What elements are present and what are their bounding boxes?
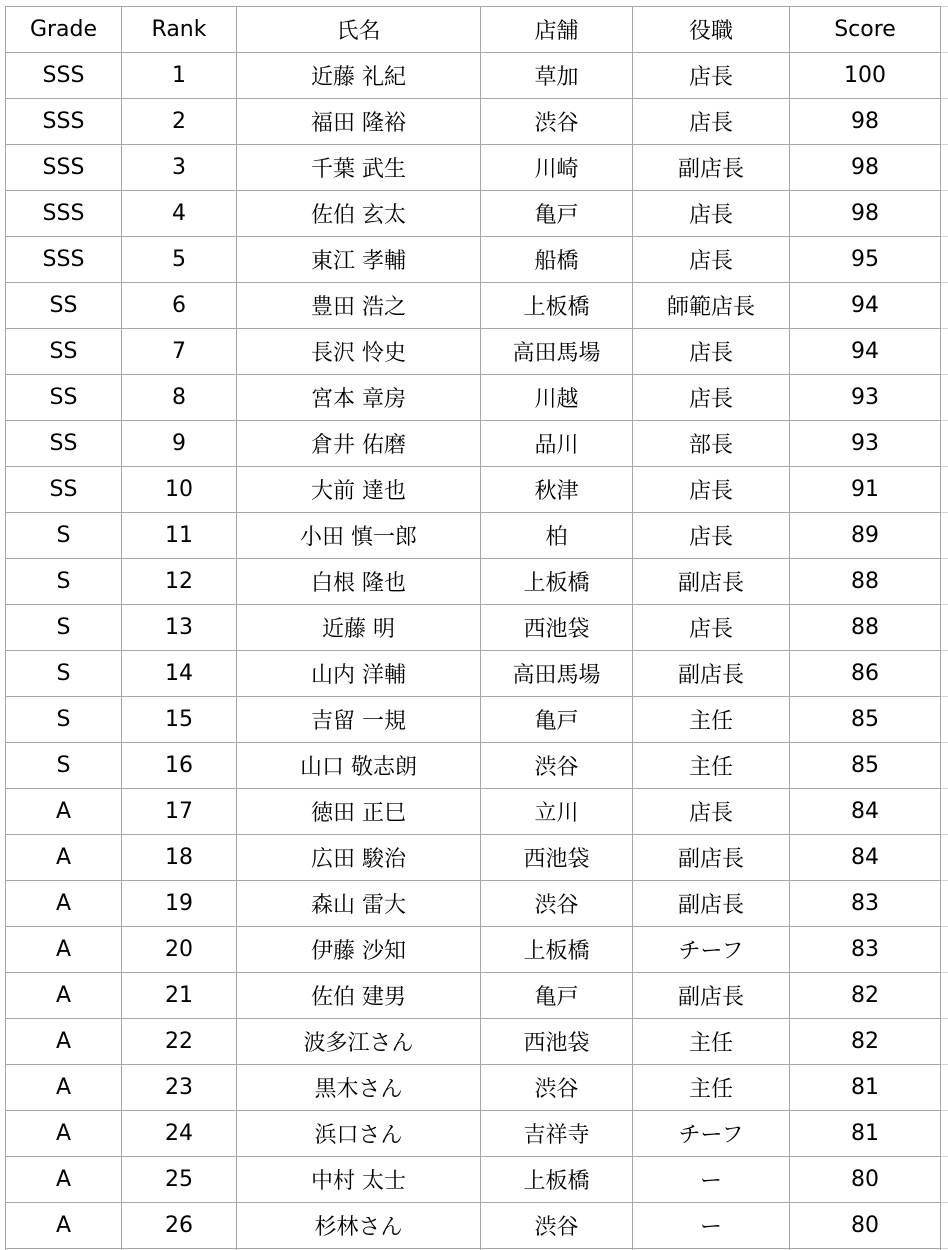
table-row (6, 53, 948, 99)
cell-rank[interactable]: 7 (122, 329, 237, 375)
empty-cell[interactable] (941, 191, 948, 237)
cell-rank[interactable]: 15 (122, 697, 237, 743)
cell-name[interactable]: 黒木さん (237, 1065, 481, 1111)
table-row (6, 1019, 948, 1065)
cell-rank[interactable]: 3 (122, 145, 237, 191)
cell-score[interactable]: 83 (790, 927, 941, 973)
empty-cell[interactable] (941, 7, 948, 53)
cell-grade[interactable]: SS (6, 467, 122, 513)
table-body (6, 53, 948, 1250)
cell-name[interactable]: 森山 雷大 (237, 881, 481, 927)
cell-role[interactable]: 店長 (633, 513, 790, 559)
cell-grade[interactable]: S (6, 513, 122, 559)
cell-name[interactable]: 近藤 明 (237, 605, 481, 651)
cell-name[interactable]: 近藤 礼紀 (237, 53, 481, 99)
cell-grade[interactable]: A (6, 881, 122, 927)
cell-rank[interactable]: 10 (122, 467, 237, 513)
cell-name[interactable]: 山内 洋輔 (237, 651, 481, 697)
table-row (6, 1203, 948, 1249)
table-row (6, 559, 948, 605)
empty-cell[interactable] (941, 835, 948, 881)
cell-grade[interactable]: A (6, 789, 122, 835)
cell-rank[interactable]: 1 (122, 53, 237, 99)
header-shop[interactable]: 店舗 (481, 7, 633, 53)
header-name[interactable]: 氏名 (237, 7, 481, 53)
cell-role[interactable]: 師範店長 (633, 283, 790, 329)
header-grade[interactable]: Grade (6, 7, 122, 53)
cell-score[interactable]: 100 (790, 53, 941, 99)
cell-score[interactable]: 82 (790, 1019, 941, 1065)
cell-shop[interactable]: 上板橋 (481, 559, 633, 605)
table-row (6, 99, 948, 145)
empty-cell[interactable] (941, 99, 948, 145)
cell-role[interactable]: 主任 (633, 1019, 790, 1065)
empty-cell[interactable] (941, 145, 948, 191)
table-row (6, 237, 948, 283)
cell-rank[interactable]: 18 (122, 835, 237, 881)
table-row (6, 1157, 948, 1203)
cell-grade[interactable]: A (6, 1111, 122, 1157)
cell-name[interactable]: 小田 慎一郎 (237, 513, 481, 559)
cell-grade[interactable]: S (6, 605, 122, 651)
cell-shop[interactable]: 渋谷 (481, 1065, 633, 1111)
cell-name[interactable]: 広田 駿治 (237, 835, 481, 881)
cell-rank[interactable]: 6 (122, 283, 237, 329)
cell-score[interactable]: 98 (790, 99, 941, 145)
cell-role[interactable]: 店長 (633, 191, 790, 237)
cell-rank[interactable]: 26 (122, 1203, 237, 1249)
empty-cell[interactable] (941, 53, 948, 99)
cell-shop[interactable]: 高田馬場 (481, 651, 633, 697)
cell-role[interactable]: 店長 (633, 605, 790, 651)
empty-cell[interactable] (941, 973, 948, 1019)
cell-score[interactable]: 85 (790, 697, 941, 743)
cell-name[interactable]: 佐伯 建男 (237, 973, 481, 1019)
empty-cell[interactable] (941, 789, 948, 835)
table-row (6, 375, 948, 421)
cell-role[interactable]: 店長 (633, 329, 790, 375)
cell-grade[interactable]: A (6, 973, 122, 1019)
table-row (6, 329, 948, 375)
cell-role[interactable]: 店長 (633, 53, 790, 99)
cell-grade[interactable]: SS (6, 375, 122, 421)
table-row (6, 191, 948, 237)
cell-grade[interactable]: SSS (6, 237, 122, 283)
empty-cell[interactable] (941, 1019, 948, 1065)
cell-score[interactable]: 81 (790, 1065, 941, 1111)
cell-rank[interactable]: 22 (122, 1019, 237, 1065)
ranking-table (5, 6, 948, 1250)
empty-cell[interactable] (941, 1065, 948, 1111)
cell-shop[interactable]: 亀戸 (481, 191, 633, 237)
cell-role[interactable]: ー (633, 1157, 790, 1203)
cell-rank[interactable]: 20 (122, 927, 237, 973)
table-row (6, 835, 948, 881)
table-row (6, 467, 948, 513)
table-row (6, 513, 948, 559)
cell-score[interactable]: 95 (790, 237, 941, 283)
cell-shop[interactable]: 渋谷 (481, 743, 633, 789)
cell-role[interactable]: 店長 (633, 375, 790, 421)
cell-name[interactable]: 山口 敬志朗 (237, 743, 481, 789)
table-row (6, 1111, 948, 1157)
cell-name[interactable]: 大前 達也 (237, 467, 481, 513)
cell-shop[interactable]: 上板橋 (481, 927, 633, 973)
cell-score[interactable]: 98 (790, 191, 941, 237)
header-score[interactable]: Score (790, 7, 941, 53)
cell-grade[interactable]: SSS (6, 191, 122, 237)
cell-name[interactable]: 杉林さん (237, 1203, 481, 1249)
cell-score[interactable]: 88 (790, 605, 941, 651)
empty-cell[interactable] (941, 881, 948, 927)
cell-score[interactable]: 93 (790, 375, 941, 421)
cell-rank[interactable]: 9 (122, 421, 237, 467)
table-row (6, 927, 948, 973)
cell-shop[interactable]: 柏 (481, 513, 633, 559)
cell-shop[interactable]: 渋谷 (481, 99, 633, 145)
cell-role[interactable]: 部長 (633, 421, 790, 467)
cell-grade[interactable]: SS (6, 283, 122, 329)
cell-score[interactable]: 85 (790, 743, 941, 789)
cell-score[interactable]: 94 (790, 329, 941, 375)
cell-rank[interactable]: 2 (122, 99, 237, 145)
cell-score[interactable]: 91 (790, 467, 941, 513)
header-row (6, 7, 948, 53)
cell-shop[interactable]: 上板橋 (481, 1157, 633, 1203)
header-rank[interactable]: Rank (122, 7, 237, 53)
cell-role[interactable]: 店長 (633, 789, 790, 835)
cell-shop[interactable]: 川越 (481, 375, 633, 421)
empty-cell[interactable] (941, 651, 948, 697)
cell-grade[interactable]: SS (6, 329, 122, 375)
table-row (6, 605, 948, 651)
cell-name[interactable]: 波多江さん (237, 1019, 481, 1065)
cell-name[interactable]: 伊藤 沙知 (237, 927, 481, 973)
cell-grade[interactable]: SSS (6, 145, 122, 191)
cell-grade[interactable]: A (6, 1157, 122, 1203)
cell-grade[interactable]: S (6, 651, 122, 697)
cell-shop[interactable]: 西池袋 (481, 1019, 633, 1065)
cell-grade[interactable]: S (6, 697, 122, 743)
cell-role[interactable]: 副店長 (633, 559, 790, 605)
cell-name[interactable]: 中村 太士 (237, 1157, 481, 1203)
cell-shop[interactable]: 亀戸 (481, 697, 633, 743)
empty-cell[interactable] (941, 1157, 948, 1203)
empty-cell[interactable] (941, 605, 948, 651)
cell-name[interactable]: 豊田 浩之 (237, 283, 481, 329)
table-row (6, 421, 948, 467)
cell-role[interactable]: 副店長 (633, 145, 790, 191)
cell-rank[interactable]: 25 (122, 1157, 237, 1203)
cell-score[interactable]: 82 (790, 973, 941, 1019)
cell-role[interactable]: 店長 (633, 237, 790, 283)
cell-role[interactable]: チーフ (633, 927, 790, 973)
table-row (6, 973, 948, 1019)
cell-score[interactable]: 93 (790, 421, 941, 467)
cell-shop[interactable]: 西池袋 (481, 835, 633, 881)
cell-shop[interactable]: 秋津 (481, 467, 633, 513)
cell-rank[interactable]: 24 (122, 1111, 237, 1157)
cell-score[interactable]: 81 (790, 1111, 941, 1157)
cell-grade[interactable]: A (6, 1019, 122, 1065)
cell-role[interactable]: 主任 (633, 697, 790, 743)
table-row (6, 697, 948, 743)
empty-cell[interactable] (941, 375, 948, 421)
cell-role[interactable]: 副店長 (633, 973, 790, 1019)
cell-grade[interactable]: A (6, 835, 122, 881)
empty-cell[interactable] (941, 283, 948, 329)
table-row (6, 145, 948, 191)
cell-role[interactable]: 主任 (633, 1065, 790, 1111)
cell-rank[interactable]: 5 (122, 237, 237, 283)
cell-name[interactable]: 宮本 章房 (237, 375, 481, 421)
cell-name[interactable]: 白根 隆也 (237, 559, 481, 605)
cell-rank[interactable]: 8 (122, 375, 237, 421)
cell-name[interactable]: 千葉 武生 (237, 145, 481, 191)
cell-grade[interactable]: A (6, 1065, 122, 1111)
cell-shop[interactable]: 渋谷 (481, 1203, 633, 1249)
cell-score[interactable]: 86 (790, 651, 941, 697)
cell-shop[interactable]: 高田馬場 (481, 329, 633, 375)
cell-name[interactable]: 福田 隆裕 (237, 99, 481, 145)
empty-cell[interactable] (941, 927, 948, 973)
cell-name[interactable]: 徳田 正巳 (237, 789, 481, 835)
table-row (6, 651, 948, 697)
table-row (6, 283, 948, 329)
cell-grade[interactable]: SSS (6, 99, 122, 145)
cell-score[interactable]: 80 (790, 1157, 941, 1203)
cell-name[interactable]: 浜口さん (237, 1111, 481, 1157)
cell-shop[interactable]: 吉祥寺 (481, 1111, 633, 1157)
cell-shop[interactable]: 船橋 (481, 237, 633, 283)
cell-role[interactable]: ー (633, 1203, 790, 1249)
cell-rank[interactable]: 21 (122, 973, 237, 1019)
cell-role[interactable]: 副店長 (633, 881, 790, 927)
table-row (6, 743, 948, 789)
cell-name[interactable]: 東江 孝輔 (237, 237, 481, 283)
empty-cell[interactable] (941, 329, 948, 375)
cell-rank[interactable]: 16 (122, 743, 237, 789)
cell-name[interactable]: 倉井 佑磨 (237, 421, 481, 467)
cell-rank[interactable]: 13 (122, 605, 237, 651)
cell-grade[interactable]: S (6, 743, 122, 789)
cell-grade[interactable]: SS (6, 421, 122, 467)
cell-shop[interactable]: 渋谷 (481, 881, 633, 927)
cell-shop[interactable]: 草加 (481, 53, 633, 99)
cell-shop[interactable]: 西池袋 (481, 605, 633, 651)
cell-rank[interactable]: 17 (122, 789, 237, 835)
cell-role[interactable]: 副店長 (633, 651, 790, 697)
cell-role[interactable]: 主任 (633, 743, 790, 789)
cell-grade[interactable]: A (6, 927, 122, 973)
cell-shop[interactable]: 上板橋 (481, 283, 633, 329)
cell-role[interactable]: 副店長 (633, 835, 790, 881)
empty-cell[interactable] (941, 467, 948, 513)
cell-role[interactable]: チーフ (633, 1111, 790, 1157)
cell-shop[interactable]: 亀戸 (481, 973, 633, 1019)
empty-cell[interactable] (941, 421, 948, 467)
cell-rank[interactable]: 19 (122, 881, 237, 927)
cell-rank[interactable]: 14 (122, 651, 237, 697)
table-row (6, 881, 948, 927)
cell-name[interactable]: 吉留 一規 (237, 697, 481, 743)
empty-cell[interactable] (941, 559, 948, 605)
cell-name[interactable]: 長沢 怜史 (237, 329, 481, 375)
cell-score[interactable]: 98 (790, 145, 941, 191)
cell-name[interactable]: 佐伯 玄太 (237, 191, 481, 237)
cell-rank[interactable]: 4 (122, 191, 237, 237)
cell-grade[interactable]: SSS (6, 53, 122, 99)
cell-shop[interactable]: 立川 (481, 789, 633, 835)
cell-grade[interactable]: A (6, 1203, 122, 1249)
cell-score[interactable]: 80 (790, 1203, 941, 1249)
cell-score[interactable]: 94 (790, 283, 941, 329)
cell-grade[interactable]: S (6, 559, 122, 605)
header-role[interactable]: 役職 (633, 7, 790, 53)
cell-shop[interactable]: 品川 (481, 421, 633, 467)
cell-score[interactable]: 84 (790, 835, 941, 881)
cell-score[interactable]: 88 (790, 559, 941, 605)
table-row (6, 789, 948, 835)
empty-cell[interactable] (941, 697, 948, 743)
cell-rank[interactable]: 12 (122, 559, 237, 605)
empty-cell[interactable] (941, 1111, 948, 1157)
empty-cell[interactable] (941, 743, 948, 789)
empty-cell[interactable] (941, 513, 948, 559)
empty-cell[interactable] (941, 1203, 948, 1249)
cell-rank[interactable]: 23 (122, 1065, 237, 1111)
cell-shop[interactable]: 川崎 (481, 145, 633, 191)
cell-rank[interactable]: 11 (122, 513, 237, 559)
empty-cell[interactable] (941, 237, 948, 283)
cell-role[interactable]: 店長 (633, 99, 790, 145)
cell-score[interactable]: 89 (790, 513, 941, 559)
cell-score[interactable]: 83 (790, 881, 941, 927)
cell-role[interactable]: 店長 (633, 467, 790, 513)
table-row (6, 1065, 948, 1111)
cell-score[interactable]: 84 (790, 789, 941, 835)
